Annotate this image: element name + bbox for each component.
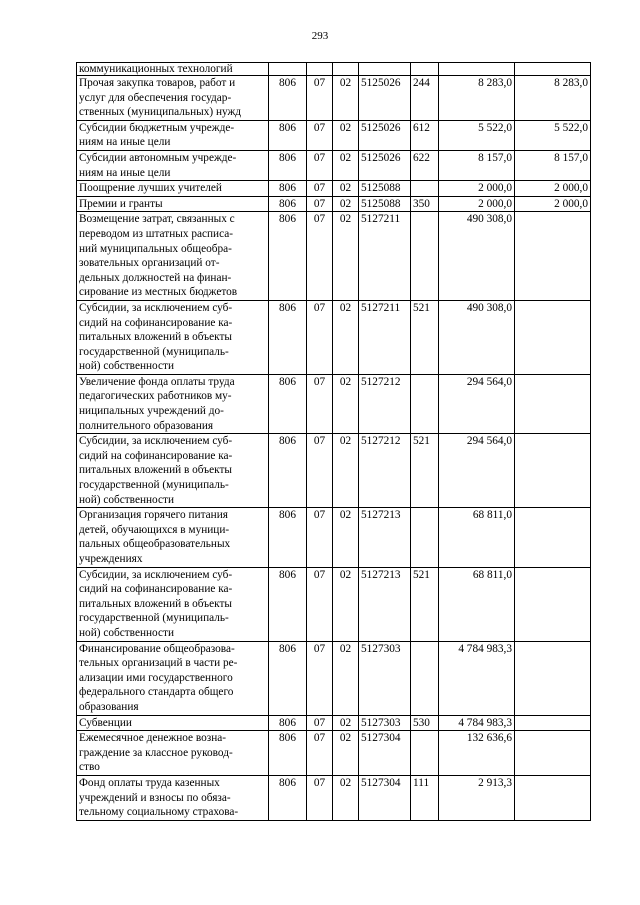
section-code-cell: 07 (307, 76, 333, 121)
subsection-code-cell: 02 (333, 715, 359, 731)
table-row (77, 181, 591, 197)
item-name-line: Субсидии, за исключением суб- (79, 301, 233, 314)
section-code-cell: 07 (307, 434, 333, 508)
item-name-line: ной) собственности (79, 626, 174, 639)
expense-type-cell: 350 (411, 196, 439, 212)
item-name-line: Возмещение затрат, связанных с (79, 213, 235, 226)
target-article-cell: 5125026 (359, 150, 411, 180)
section-code-cell: 07 (307, 567, 333, 641)
amount-second-cell (515, 775, 591, 820)
expense-type-cell (411, 374, 439, 433)
item-name-line: ниям на иные цели (79, 166, 171, 179)
amount-second-cell (515, 715, 591, 731)
amount-cell: 4 784 983,3 (439, 641, 515, 715)
item-name-line: Ежемесячное денежное возна- (79, 732, 227, 745)
item-name-line: ниям на иные цели (79, 136, 171, 149)
subsection-code-cell (333, 63, 359, 76)
expense-type-cell (411, 181, 439, 197)
item-name-cell (77, 300, 269, 374)
target-article-cell: 5125088 (359, 196, 411, 212)
item-name-cell (77, 212, 269, 301)
item-name-line: Финансирование общеобразова- (79, 642, 235, 655)
amount-second-cell: 8 157,0 (515, 150, 591, 180)
item-name-line: переводом из штатных расписа- (79, 227, 234, 240)
item-name-line: полнительного образования (79, 419, 214, 432)
department-code-cell: 806 (269, 76, 307, 121)
item-name-line: тельных организаций в части ре- (79, 657, 238, 670)
expense-type-cell (411, 641, 439, 715)
expense-type-cell: 521 (411, 434, 439, 508)
subsection-code-cell: 02 (333, 150, 359, 180)
amount-cell: 2 000,0 (439, 196, 515, 212)
item-name-line: федерального стандарта общего (79, 686, 234, 699)
target-article-cell: 5127213 (359, 567, 411, 641)
item-name-cell (77, 63, 269, 76)
subsection-code-cell: 02 (333, 374, 359, 433)
section-code-cell: 07 (307, 181, 333, 197)
department-code-cell: 806 (269, 181, 307, 197)
subsection-code-cell: 02 (333, 567, 359, 641)
item-name-line: сидий на софинансирование ка- (79, 316, 233, 329)
department-code-cell: 806 (269, 508, 307, 567)
section-code-cell (307, 63, 333, 76)
amount-second-cell (515, 508, 591, 567)
amount-cell: 68 811,0 (439, 567, 515, 641)
item-name-line: дельных должностей на финан- (79, 271, 232, 284)
expense-type-cell: 530 (411, 715, 439, 731)
item-name-line: ственных (муниципальных) нужд (79, 106, 242, 119)
item-name-line: питальных вложений в объекты (79, 464, 232, 477)
department-code-cell: 806 (269, 731, 307, 776)
subsection-code-cell: 02 (333, 731, 359, 776)
target-article-cell: 5125026 (359, 120, 411, 150)
amount-second-cell (515, 300, 591, 374)
subsection-code-cell: 02 (333, 212, 359, 301)
target-article-cell: 5127213 (359, 508, 411, 567)
amount-cell: 294 564,0 (439, 374, 515, 433)
department-code-cell: 806 (269, 300, 307, 374)
item-name-line: ализации ими государственного (79, 671, 233, 684)
expense-type-cell (411, 508, 439, 567)
item-name-line: ниципальных учреждений до- (79, 405, 224, 418)
table-row (77, 508, 591, 567)
budget-table (76, 62, 591, 821)
target-article-cell: 5125026 (359, 76, 411, 121)
subsection-code-cell: 02 (333, 641, 359, 715)
item-name-line: зовательных организаций от- (79, 257, 220, 270)
section-code-cell: 07 (307, 508, 333, 567)
subsection-code-cell: 02 (333, 120, 359, 150)
amount-cell: 294 564,0 (439, 434, 515, 508)
item-name-cell (77, 567, 269, 641)
target-article-cell: 5127212 (359, 374, 411, 433)
amount-cell: 2 913,3 (439, 775, 515, 820)
section-code-cell: 07 (307, 374, 333, 433)
item-name-line: Поощрение лучших учителей (79, 182, 222, 195)
amount-cell (439, 63, 515, 76)
item-name-line: Субсидии, за исключением суб- (79, 435, 233, 448)
table-row (77, 196, 591, 212)
table-row (77, 212, 591, 301)
item-name-line: ной) собственности (79, 360, 174, 373)
table-row (77, 775, 591, 820)
expense-type-cell: 622 (411, 150, 439, 180)
item-name-line: Премии и гранты (79, 197, 163, 210)
item-name-line: государственной (муниципаль- (79, 612, 229, 625)
amount-second-cell (515, 434, 591, 508)
page-number: 293 (311, 30, 329, 42)
table-row (77, 434, 591, 508)
amount-second-cell (515, 63, 591, 76)
subsection-code-cell: 02 (333, 775, 359, 820)
item-name-line: Субсидии, за исключением суб- (79, 568, 233, 581)
department-code-cell: 806 (269, 212, 307, 301)
section-code-cell: 07 (307, 120, 333, 150)
amount-cell: 8 157,0 (439, 150, 515, 180)
expense-type-cell (411, 212, 439, 301)
item-name-line: питальных вложений в объекты (79, 331, 232, 344)
target-article-cell: 5127304 (359, 731, 411, 776)
expense-type-cell: 244 (411, 76, 439, 121)
table-row (77, 76, 591, 121)
table-row (77, 715, 591, 731)
item-name-cell (77, 508, 269, 567)
amount-cell: 2 000,0 (439, 181, 515, 197)
table-row (77, 731, 591, 776)
item-name-cell (77, 76, 269, 121)
item-name-line: Субсидии автономным учрежде- (79, 151, 237, 164)
expense-type-cell: 521 (411, 567, 439, 641)
amount-cell: 5 522,0 (439, 120, 515, 150)
table-row (77, 300, 591, 374)
item-name-line: сирование из местных бюджетов (79, 286, 238, 299)
amount-second-cell: 5 522,0 (515, 120, 591, 150)
table-row (77, 374, 591, 433)
target-article-cell (359, 63, 411, 76)
department-code-cell (269, 63, 307, 76)
item-name-line: ний муниципальных общеобра- (79, 242, 232, 255)
amount-second-cell (515, 374, 591, 433)
item-name-line: Увеличение фонда оплаты труда (79, 375, 235, 388)
amount-cell: 4 784 983,3 (439, 715, 515, 731)
item-name-line: Фонд оплаты труда казенных (79, 776, 220, 789)
amount-second-cell (515, 641, 591, 715)
department-code-cell: 806 (269, 715, 307, 731)
item-name-line: пальных общеобразовательных (79, 538, 231, 551)
target-article-cell: 5127211 (359, 300, 411, 374)
amount-cell: 8 283,0 (439, 76, 515, 121)
subsection-code-cell: 02 (333, 196, 359, 212)
table-row (77, 641, 591, 715)
item-name-line: Прочая закупка товаров, работ и (79, 77, 236, 89)
item-name-line: детей, обучающихся в муници- (79, 523, 230, 536)
table-row (77, 150, 591, 180)
section-code-cell: 07 (307, 196, 333, 212)
department-code-cell: 806 (269, 775, 307, 820)
item-name-cell (77, 120, 269, 150)
amount-cell: 132 636,6 (439, 731, 515, 776)
subsection-code-cell: 02 (333, 300, 359, 374)
section-code-cell: 07 (307, 300, 333, 374)
item-name-line: Субсидии бюджетным учрежде- (79, 121, 235, 134)
department-code-cell: 806 (269, 150, 307, 180)
item-name-cell (77, 150, 269, 180)
amount-cell: 68 811,0 (439, 508, 515, 567)
table-row (77, 63, 591, 76)
item-name-line: образования (79, 700, 139, 713)
section-code-cell: 07 (307, 150, 333, 180)
item-name-line: учреждениях (79, 553, 143, 565)
target-article-cell: 5127212 (359, 434, 411, 508)
item-name-cell (77, 374, 269, 433)
expense-type-cell: 612 (411, 120, 439, 150)
subsection-code-cell: 02 (333, 76, 359, 121)
amount-second-cell: 8 283,0 (515, 76, 591, 121)
item-name-line: тельному социальному страхова- (79, 806, 239, 819)
target-article-cell: 5127211 (359, 212, 411, 301)
item-name-line: педагогических работников му- (79, 390, 232, 403)
amount-cell: 490 308,0 (439, 212, 515, 301)
department-code-cell: 806 (269, 567, 307, 641)
subsection-code-cell: 02 (333, 181, 359, 197)
table-row (77, 567, 591, 641)
item-name-cell (77, 715, 269, 731)
section-code-cell: 07 (307, 715, 333, 731)
item-name-line: сидий на софинансирование ка- (79, 583, 233, 596)
item-name-cell (77, 731, 269, 776)
target-article-cell: 5127304 (359, 775, 411, 820)
amount-second-cell (515, 567, 591, 641)
section-code-cell: 07 (307, 641, 333, 715)
item-name-line: ство (79, 761, 100, 774)
amount-second-cell: 2 000,0 (515, 196, 591, 212)
amount-second-cell (515, 731, 591, 776)
amount-second-cell (515, 212, 591, 301)
item-name-line: Организация горячего питания (79, 509, 228, 522)
department-code-cell: 806 (269, 374, 307, 433)
expense-type-cell: 521 (411, 300, 439, 374)
item-name-cell (77, 196, 269, 212)
item-name-cell (77, 775, 269, 820)
item-name-line: коммуникационных технологий (79, 63, 233, 75)
amount-cell: 490 308,0 (439, 300, 515, 374)
item-name-line: питальных вложений в объекты (79, 597, 232, 610)
item-name-cell (77, 181, 269, 197)
section-code-cell: 07 (307, 731, 333, 776)
target-article-cell: 5127303 (359, 641, 411, 715)
table-row (77, 120, 591, 150)
item-name-line: ной) собственности (79, 493, 174, 506)
expense-type-cell (411, 63, 439, 76)
expense-type-cell (411, 731, 439, 776)
item-name-cell (77, 434, 269, 508)
item-name-line: Субвенции (79, 716, 132, 729)
department-code-cell: 806 (269, 120, 307, 150)
table-body (77, 63, 591, 821)
item-name-line: государственной (муниципаль- (79, 479, 229, 492)
target-article-cell: 5125088 (359, 181, 411, 197)
item-name-line: учреждений и взносы по обяза- (79, 791, 231, 804)
section-code-cell: 07 (307, 212, 333, 301)
amount-second-cell: 2 000,0 (515, 181, 591, 197)
item-name-cell (77, 641, 269, 715)
expense-type-cell: 111 (411, 775, 439, 820)
item-name-line: сидий на софинансирование ка- (79, 449, 233, 462)
department-code-cell: 806 (269, 641, 307, 715)
subsection-code-cell: 02 (333, 508, 359, 567)
section-code-cell: 07 (307, 775, 333, 820)
department-code-cell: 806 (269, 196, 307, 212)
target-article-cell: 5127303 (359, 715, 411, 731)
item-name-line: граждение за классное руковод- (79, 746, 233, 759)
subsection-code-cell: 02 (333, 434, 359, 508)
department-code-cell: 806 (269, 434, 307, 508)
item-name-line: государственной (муниципаль- (79, 345, 229, 358)
item-name-line: услуг для обеспечения государ- (79, 91, 232, 104)
